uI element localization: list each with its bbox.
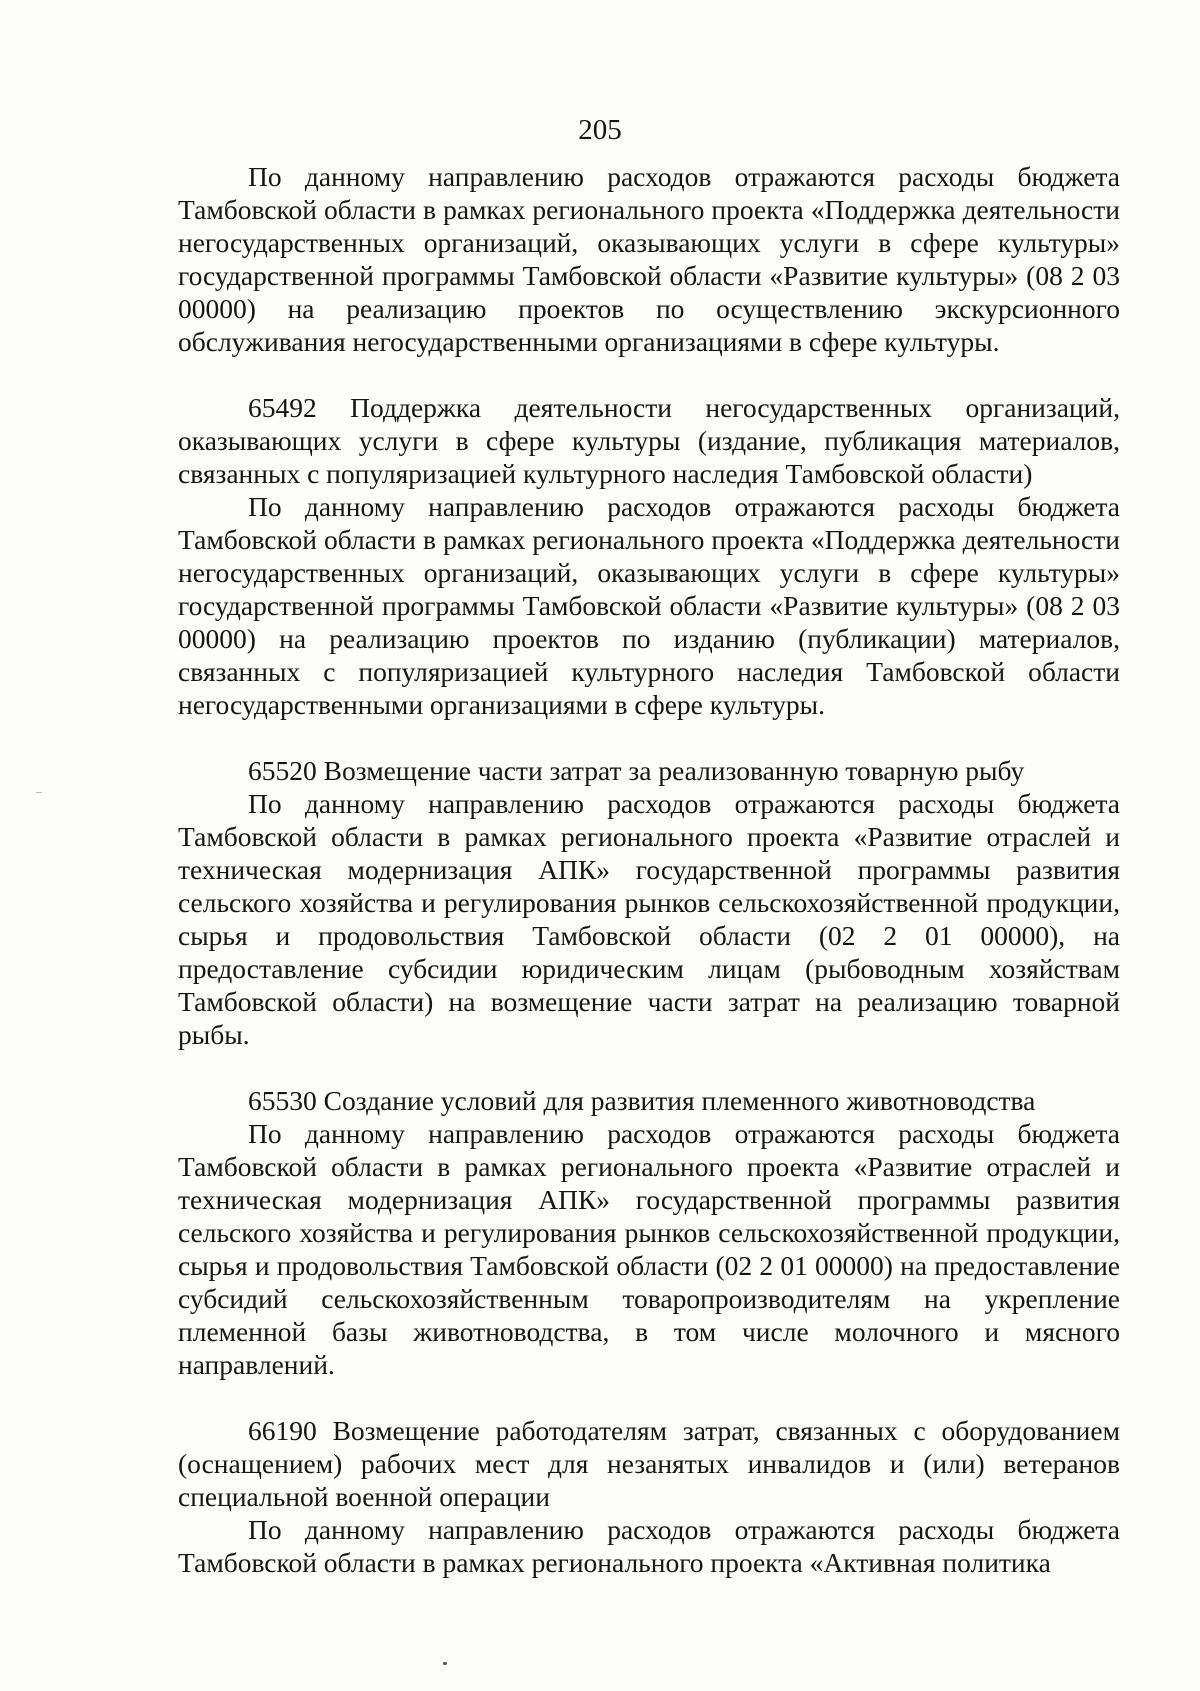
page-number: 205 — [578, 114, 622, 146]
text-block-66190 — [178, 1414, 1120, 1579]
text-block-65530 — [178, 1084, 1120, 1381]
text-block-intro — [178, 160, 1120, 358]
document-body — [178, 160, 1120, 1579]
block-heading: 65530 Создание условий для развития племенного животноводства — [248, 1085, 1036, 1116]
block-paragraph: По данному направлению расходов отражаются расходы бюджета Тамбовской области в рамках регионального проекта «Активная политика — [178, 1514, 1120, 1578]
block-paragraph: По данному направлению расходов отражаются расходы бюджета Тамбовской области в рамках регионального проекта «Поддержка деятельности негосударственных организаций, оказывающих услуги в сфере культуры» государственной программы Тамбовской области «Развитие культуры» (08 2 03 00000) на реализацию проектов по осуществлению экскурсионного обслуживания негосударственными организациями в сфере культуры. — [178, 161, 1120, 357]
text-block-65492 — [178, 391, 1120, 721]
block-paragraph: По данному направлению расходов отражаются расходы бюджета Тамбовской области в рамках регионального проекта «Развитие отраслей и техническая модернизация АПК» государственной программы развития сельского хозяйства и регулирования рынков сельскохозяйственной продукции, сырья и продовольствия Тамбовской области (02 2 01 00000) на предоставление субсидий сельскохозяйственным товаропроизводителям на укрепление племенной базы животноводства, в том числе молочного и мясного направлений. — [178, 1118, 1120, 1380]
scan-speck — [443, 1662, 447, 1665]
scan-margin-mark — [36, 792, 42, 793]
block-heading: 65520 Возмещение части затрат за реализованную товарную рыбу — [248, 755, 1025, 786]
block-paragraph: По данному направлению расходов отражаются расходы бюджета Тамбовской области в рамках регионального проекта «Поддержка деятельности негосударственных организаций, оказывающих услуги в сфере культуры» государственной программы Тамбовской области «Развитие культуры» (08 2 03 00000) на реализацию проектов по изданию (публикации) материалов, связанных с популяризацией культурного наследия Тамбовской области негосударственными организациями в сфере культуры. — [178, 491, 1120, 720]
block-paragraph: По данному направлению расходов отражаются расходы бюджета Тамбовской области в рамках регионального проекта «Развитие отраслей и техническая модернизация АПК» государственной программы развития сельского хозяйства и регулирования рынков сельскохозяйственной продукции, сырья и продовольствия Тамбовской области (02 2 01 00000), на предоставление субсидии юридическим лицам (рыбоводным хозяйствам Тамбовской области) на возмещение части затрат на реализацию товарной рыбы. — [178, 788, 1120, 1050]
block-heading: 65492 Поддержка деятельности негосударственных организаций, оказывающих услуги в сфере культуры (издание, публикация материалов, связанных с популяризацией культурного наследия Тамбовской области) — [178, 392, 1120, 489]
block-heading: 66190 Возмещение работодателям затрат, связанных с оборудованием (оснащением) рабочих мест для незанятых инвалидов и (или) ветеранов специальной военной операции — [178, 1415, 1120, 1512]
text-block-65520 — [178, 754, 1120, 1051]
